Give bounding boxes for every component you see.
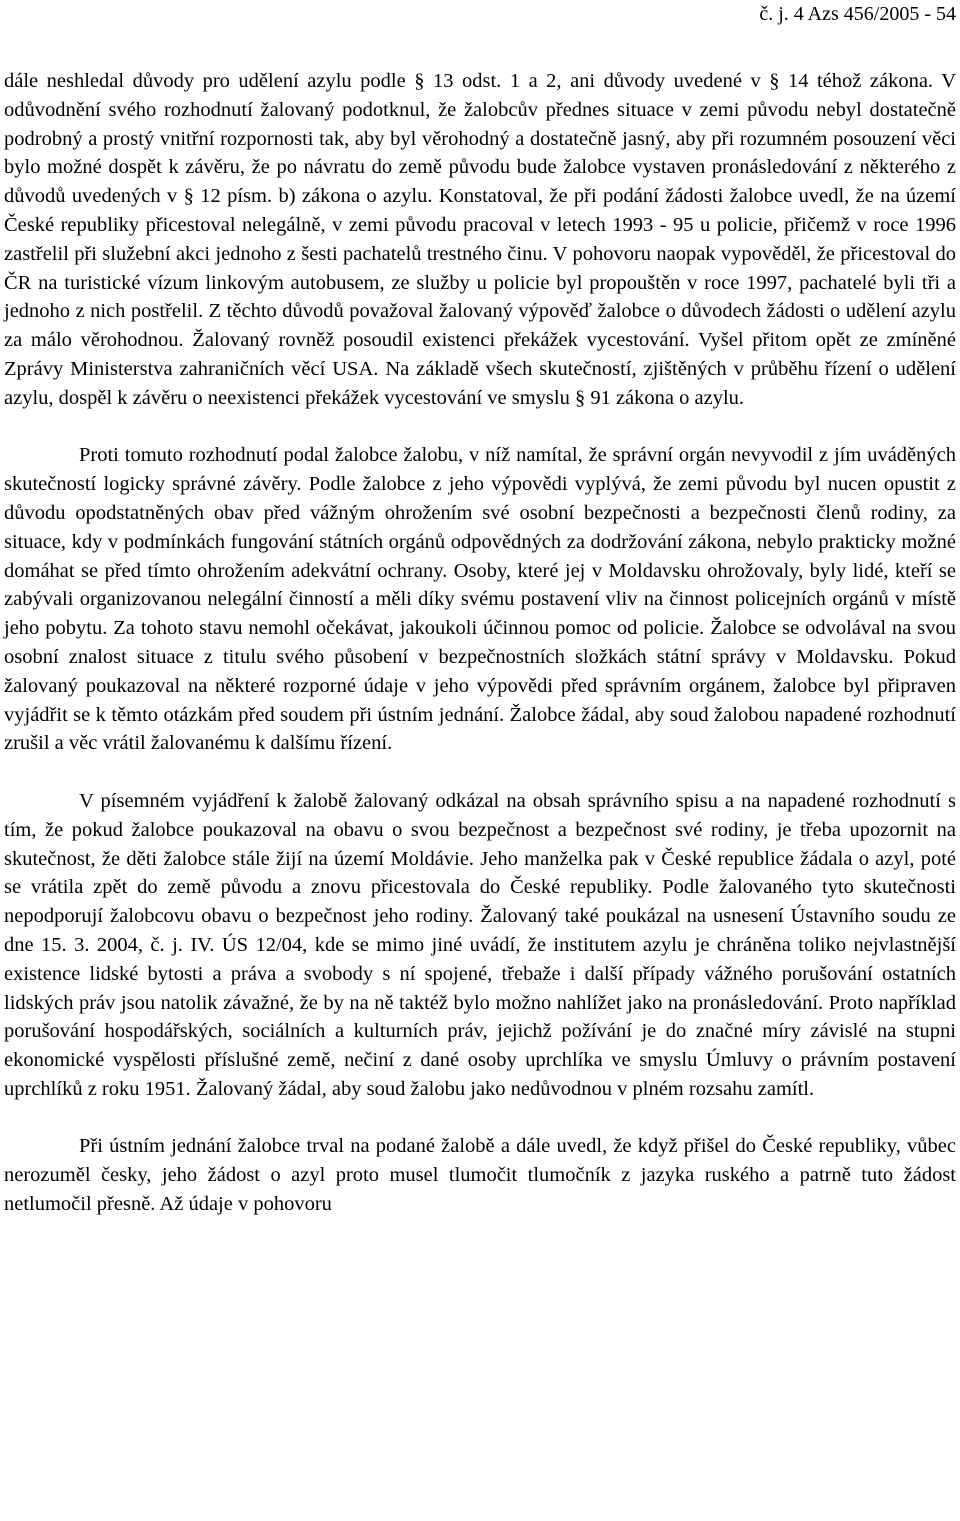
document-body (4, 67, 956, 1219)
paragraph-defendant-response: V písemném vyjádření k žalobě žalovaný odkázal na obsah správního spisu a na napadené rozhodnutí s tím, že pokud žalobce poukazoval na obavu o svou bezpečnost a bezpečnost své rodiny, je třeba upozornit na skutečnost, že děti žalobce stále žijí na území Moldávie. Jeho manželka pak v České republice žádala o azyl, poté se vrátila zpět do země původu a znovu přicestovala do České republiky. Podle žalovaného tyto skutečnosti nepodporují žalobcovu obavu o bezpečnost jeho rodiny. Žalovaný také poukázal na usnesení Ústavního soudu ze dne 15. 3. 2004, č. j. IV. ÚS 12/04, kde se mimo jiné uvádí, že institutem azylu je chráněna toliko nejvlastnější existence lidské bytosti a práva a svobody s ní spojené, třebaže i další případy vážného porušování ostatních lidských práv jsou natolik závažné, že by na ně taktéž bylo možno nahlížet jako na pronásledování. Proto například porušování hospodářských, sociálních a kulturních práv, jejichž požívání je do značné míry závislé na stupni ekonomické vyspělosti příslušné země, nečiní z dané osoby uprchlíka ve smyslu Úmluvy o právním postavení uprchlíků z roku 1951. Žalovaný žádal, aby soud žalobu jako nedůvodnou v plném rozsahu zamítl. (4, 789, 956, 1100)
case-reference: č. j. 4 Azs 456/2005 - 54 (759, 3, 956, 25)
paragraph-oral-hearing: Při ústním jednání žalobce trval na podané žalobě a dále uvedl, že když přišel do České republiky, vůbec nerozuměl česky, jeho žádost o azyl proto musel tlumočit tlumočník z jazyka ruského a patrně tuto žádost netlumočil přesně. Až údaje v pohovoru (4, 1135, 956, 1216)
paragraph-complaint: Proti tomuto rozhodnutí podal žalobce žalobu, v níž namítal, že správní orgán nevyvodil z jím uváděných skutečností logicky správné závěry. Podle žalobce z jeho výpovědi vyplývá, že zemi původu byl nucen opustit z důvodu opodstatněných obav před vážným ohrožením své osobní bezpečnosti a bezpečnosti členů rodiny, za situace, kdy v podmínkách fungování státních orgánů odpovědných za dodržování zákona, nebylo prakticky možné domáhat se před tímto ohrožením adekvátní ochrany. Osoby, které jej v Moldavsku ohrožovaly, byly lidé, kteří se zabývali organizovanou nelegální činností a měli díky svému postavení vliv na činnost policejních orgánů v místě jeho pobytu. Za tohoto stavu nemohl očekávat, jakoukoli účinnou pomoc od policie. Žalobce se odvolával na svou osobní znalost situace z titulu svého působení v bezpečnostních složkách státní správy v Moldavsku. Pokud žalovaný poukazoval na některé rozporné údaje v jeho výpovědi před správním orgánem, žalobce byl připraven vyjádřit se k těmto otázkám před soudem při ústním jednání. Žalobce žádal, aby soud žalobou napadené rozhodnutí zrušil a věc vrátil žalovanému k dalšímu řízení. (4, 444, 956, 755)
paragraph-decision-reasoning: dále neshledal důvody pro udělení azylu podle § 13 odst. 1 a 2, ani důvody uvedené v § 14 téhož zákona. V odůvodnění svého rozhodnutí žalovaný podotknul, že žalobcův přednes situace v zemi původu nebyl dostatečně podrobný a prostý vnitřní rozpornosti tak, aby byl věrohodný a dostatečně jasný, aby při rozumném posouzení věci bylo možné dospět k závěru, že po návratu do země původu bude žalobce vystaven pronásledování z některého z důvodů uvedených v § 12 písm. b) zákona o azylu. Konstatoval, že při podání žádosti žalobce uvedl, že na území České republiky přicestoval nelegálně, v zemi původu pracoval v letech 1993 - 95 u policie, přičemž v roce 1996 zastřelil při služební akci jednoho z šesti pachatelů trestného činu. V pohovoru naopak vypověděl, že přicestoval do ČR na turistické vízum linkovým autobusem, ze služby u policie byl propouštěn v roce 1997, pachatelé byli tři a jednoho z nich postřelil. Z těchto důvodů považoval žalovaný výpověď žalobce o důvodech žádosti o udělení azylu za málo věrohodnou. Žalovaný rovněž posoudil existenci překážek vycestování. Vyšel přitom opět ze zmíněné Zprávy Ministerstva zahraničních věcí USA. Na základě všech skutečností, zjištěných v průběhu řízení o udělení azylu, dospěl k závěru o neexistenci překážek vycestování ve smyslu § 91 zákona o azylu. (4, 70, 956, 409)
